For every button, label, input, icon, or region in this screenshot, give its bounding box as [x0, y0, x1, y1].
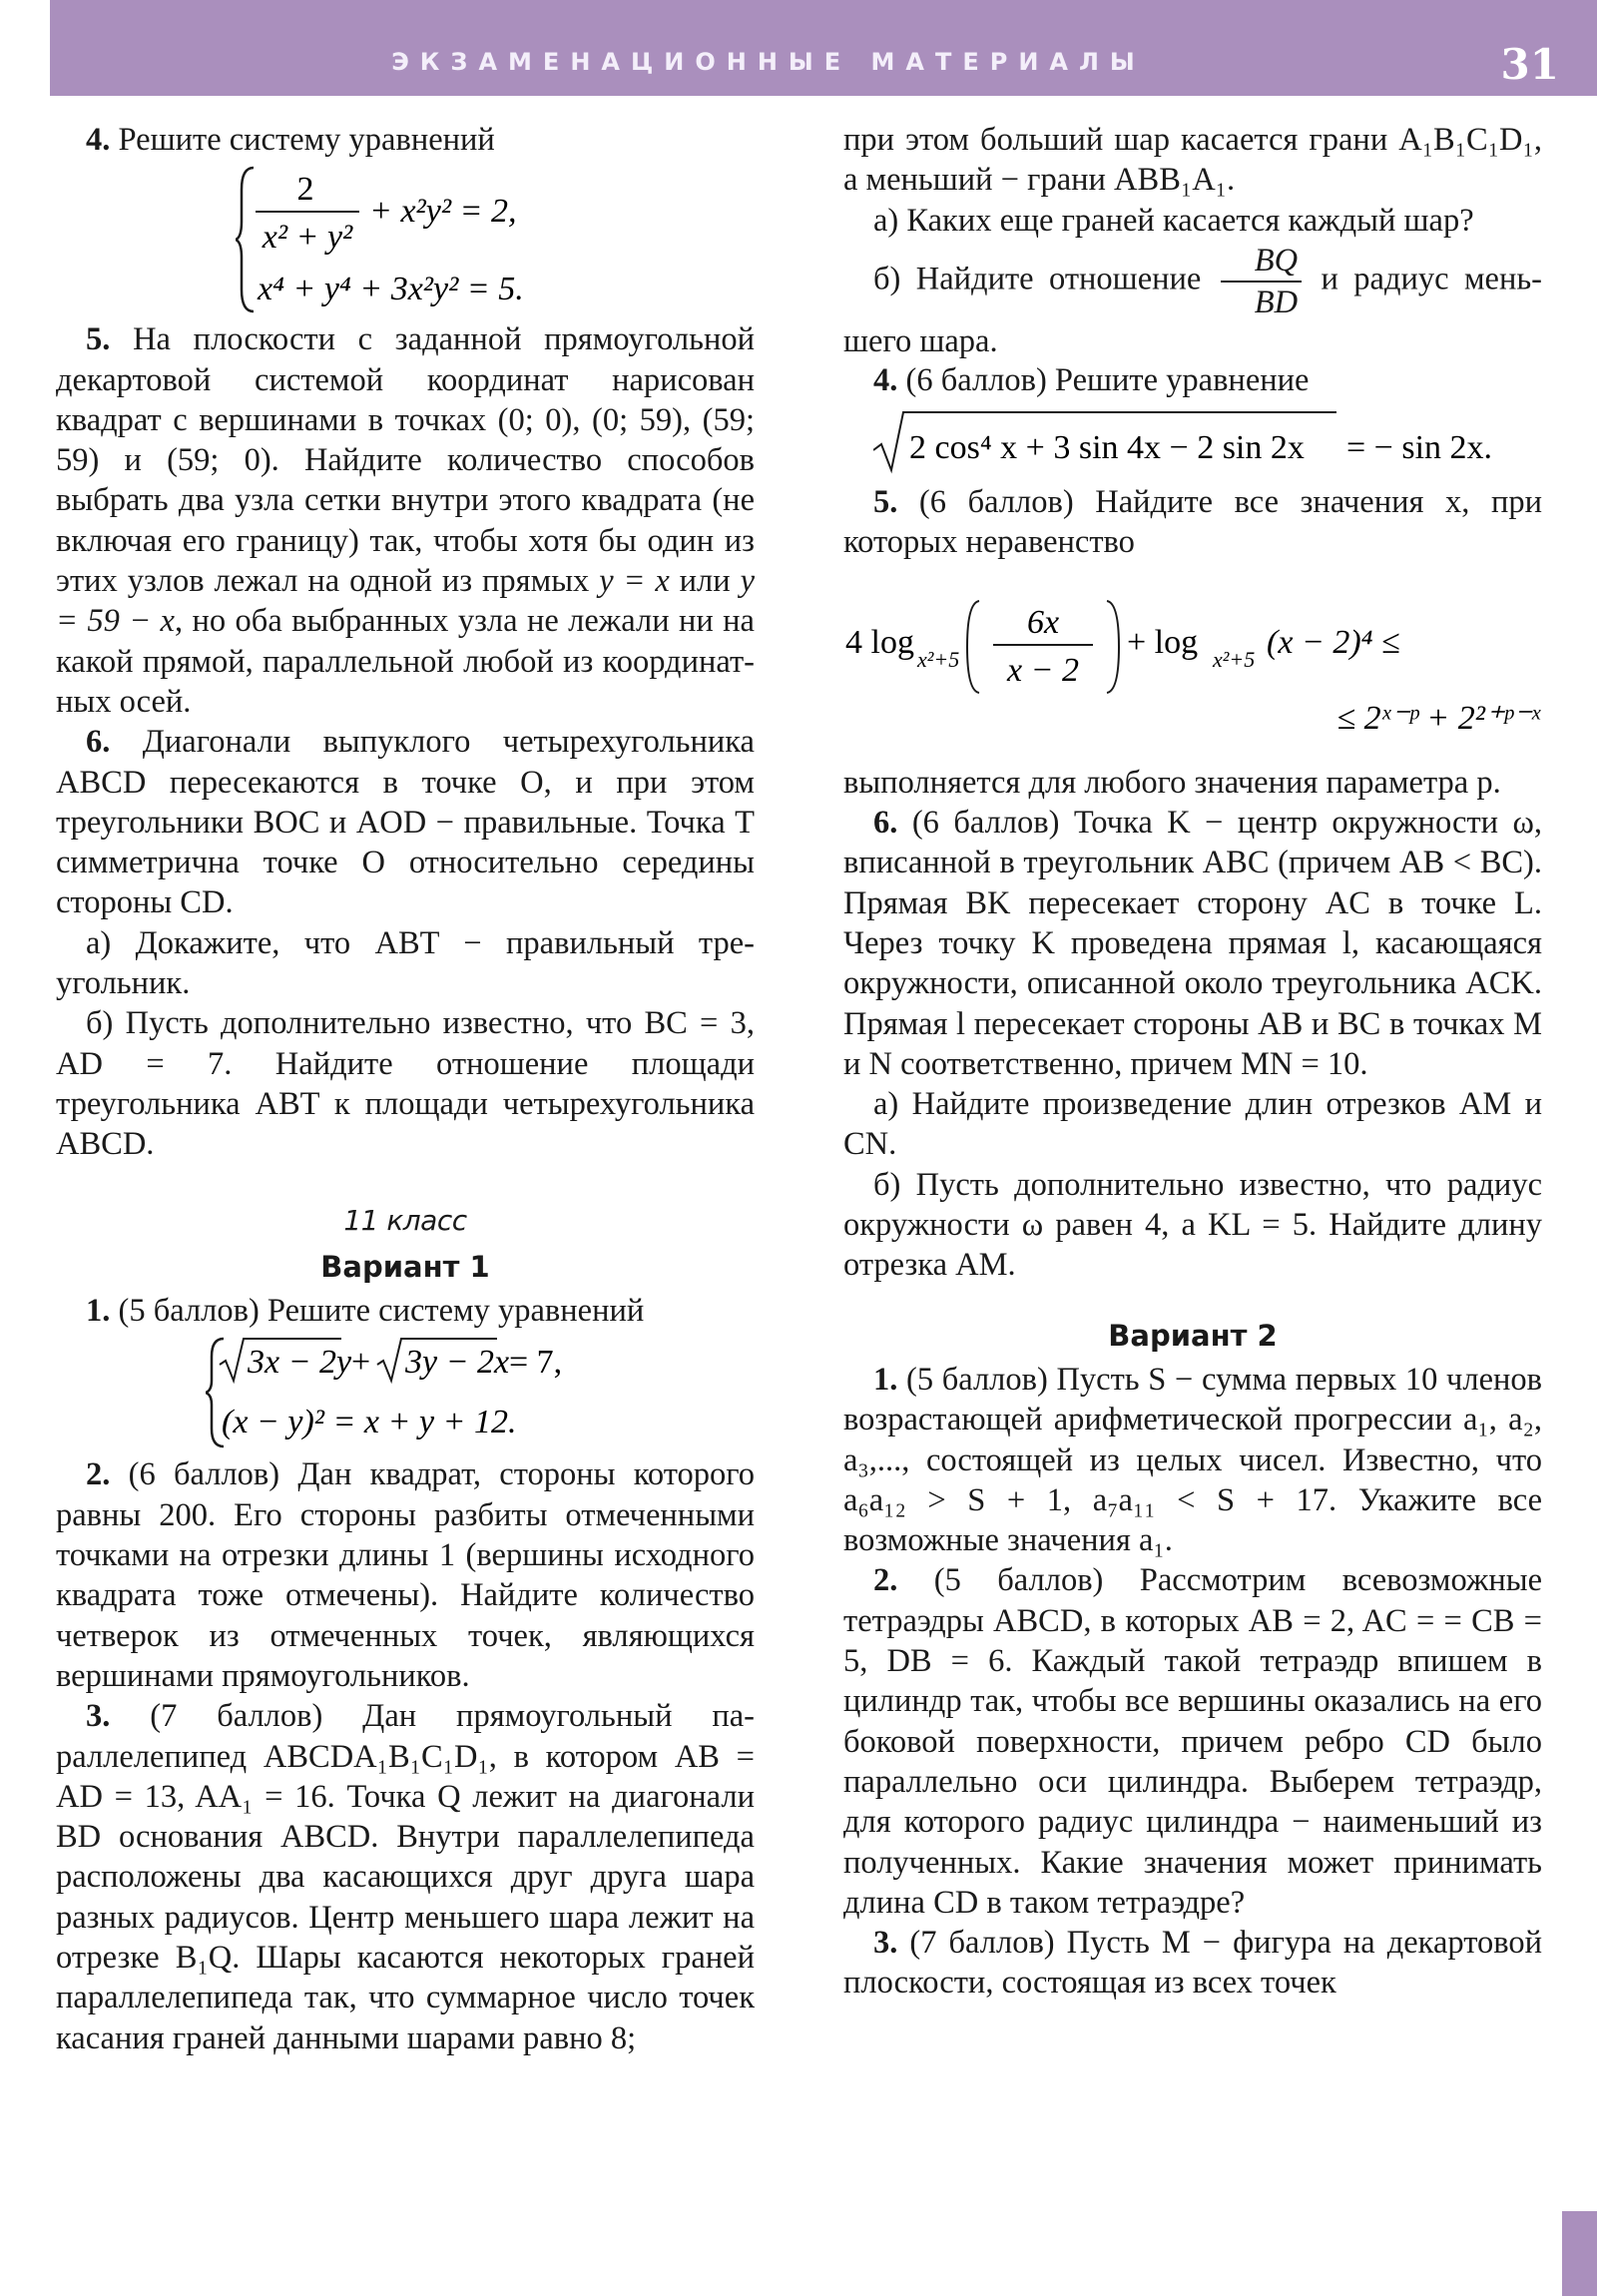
sys2-root-b: 3y − 2x — [405, 1344, 510, 1382]
v2-problem-3: 3. (7 баллов) Пусть M − фигура на декартовой плоскости, состоящая из всех точек — [843, 1925, 1542, 2002]
system-1-svg — [236, 160, 655, 319]
page-number: 31 — [1500, 40, 1559, 89]
sys1-line2: x⁴ + y⁴ + 3x²y² = 5. — [258, 271, 524, 308]
problem-6b: б) Пусть дополнительно известно, что BC = 3, AD = 7. Найдите отношение площади треугольника ABT к площади четырехугольника ABCD. — [56, 1005, 755, 1163]
variant-1-heading: Вариант 1 — [320, 1249, 490, 1284]
v1-problem-1: 1. (5 баллов) Решите систему уравнений — [86, 1293, 645, 1330]
sys1-frac-num: 2 — [296, 171, 314, 209]
problem-4: 4. Решите систему уравнений — [86, 122, 495, 158]
system-formula-2 — [56, 1331, 755, 1454]
system-formula-1 — [56, 160, 755, 319]
problem-6: 6. Диагонали выпуклого четырехугольника ABCD пересекаются в точке O, и при этом треугольники BOC и AOD − правильные. Точка T симметрична точке O относительно середины стороны CD. — [56, 724, 755, 921]
ineq-line2: ≤ 2ˣ⁻ᵖ + 2²⁺ᵖ⁻ˣ — [1336, 699, 1540, 737]
equation-4-svg — [873, 400, 1542, 482]
problem-6a: а) Докажите, что ABT − правильный треугольник. — [56, 924, 755, 1002]
ineq-frac-den: x − 2 — [1006, 651, 1080, 689]
v2-problem-2: 2. (5 баллов) Рассмотрим всевозможные тетраэдры ABCD, в которых AB = 2, AC = = CB = 5, DB = 6. Каждый такой тетраэдр впишем в цилиндр так, чтобы все вершины оказались на его боковой поверхности, причем ребро CD было параллельно оси цилиндра. Выберем тетраэдр, для которого радиус цилиндра − наименьший из полученных. Какие значения может принимать длина CD в таком тетраэдре? — [843, 1562, 1542, 1921]
v1-problem-4: 4. (6 баллов) Решите уравнение — [873, 361, 1310, 398]
corner-decoration — [1562, 2211, 1597, 2296]
v1-problem-3: 3. (7 баллов) Дан прямоугольный параллелепипед ABCDA₁B₁C₁D₁, в котором AB = AD = 13, AA₁ = 16. Точка Q лежит на диагонали BD основания ABCD. Внутри параллелепипеда расположены два касающихся друг друга шара разных радиусов. Центр меньшего шара лежит на отрезке B₁Q. Шары касаются некоторых граней параллелепипеда так, что суммарное число точек касания граней данными шарами равно 8; — [56, 1698, 755, 2056]
equation-4 — [843, 400, 1542, 482]
v1-problem-6b: б) Пусть дополнительно известно, что радиус окружности ω равен 4, а KL = 5. Найдите длину отрезка AM. — [843, 1166, 1542, 1284]
right-column — [843, 120, 1542, 2004]
sys1-frac-den: x² + y² — [262, 219, 353, 257]
grade-heading: 11 класс — [343, 1203, 467, 1237]
running-title: ЭКЗАМЕНАЦИОННЫЕ МАТЕРИАЛЫ — [391, 48, 1146, 76]
sys2-line1-rest: = 7, — [509, 1344, 563, 1382]
v1-problem-3-continued: при этом больший шар касается грани A₁B₁C₁D₁, а меньший − грани ABB₁A₁. — [843, 122, 1542, 199]
ineq-plus-log: + log — [1127, 623, 1199, 661]
v2-problem-1: 1. (5 баллов) Пусть S − сумма первых 10 членов возрастающей арифметической прогрессии a₁, a₂, a₃,..., состоящей из целых чисел. Известно, что a₆a₁₂ > S + 1, a₇a₁₁ < S + 17. Укажите все возможные значения a₁. — [843, 1361, 1542, 1559]
v1-problem-5: 5. (6 баллов) Найдите все значения x, при которых неравенство — [843, 484, 1542, 561]
page-header — [50, 0, 1597, 96]
ratio-fraction: $\frac{BQ}{BD}$ — [1221, 241, 1302, 322]
v1-problem-2: 2. (6 баллов) Дан квадрат, стороны которого равны 200. Его стороны разбиты отмеченными точками на отрезки длины 1 (вершины исходного квадрата тоже отмечены). Найдите количество четверок из отмеченных точек, являющихся вершинами прямоугольников. — [56, 1456, 755, 1694]
ineq-4log: 4 log — [845, 623, 914, 661]
inequality-5-svg — [843, 563, 1542, 763]
ineq-frac-num: 6x — [1026, 603, 1060, 641]
inequality-5 — [843, 563, 1542, 763]
system-2-svg — [206, 1331, 665, 1454]
svg-text:+: + — [351, 1344, 371, 1382]
variant-2-heading: Вариант 2 — [1108, 1318, 1278, 1353]
eq4-rest: = − sin 2x. — [1346, 429, 1493, 467]
v1-problem-6a: а) Найдите произведение длин отрезков AM и CN. — [843, 1086, 1542, 1163]
ineq-line1-rest: (x − 2)⁴ ≤ — [1267, 623, 1400, 661]
eq4-radicand: 2 cos⁴ x + 3 sin 4x − 2 sin 2x — [909, 429, 1305, 467]
sys1-line1: + x²y² = 2, — [369, 193, 517, 231]
v1-problem-6: 6. (6 баллов) Точка K − центр окружности ω, вписанной в треугольник ABC (причем AB < BC). Прямая BK пересекает сторону AC в точке L. Через точку K проведена прямая l, касающаяся окружности, описанной около треугольника ACK. Прямая l пересекает стороны AB и BC в точках M и N соответственно, причем MN = 10. — [843, 805, 1542, 1082]
v1-problem-3a: а) Каких еще граней касается каждый шар? — [873, 202, 1474, 239]
v1-problem-3b: б) Найдите отношение $\frac{BQ}{BD}$ и радиус меньшего шара. — [843, 242, 1542, 359]
ineq-base-2: x²+5 — [1213, 646, 1256, 672]
left-column — [56, 120, 755, 2058]
ineq-base-1: x²+5 — [917, 646, 960, 672]
problem-5: 5. На плоскости с заданной прямоугольной декартовой системой координат нарисован квадрат с вершинами в точках (0; 0), (0; 59), (59; 59) и (59; 0). Найдите количество способов выбрать два узла сетки внутри этого квадрата (не включая его границу) так, чтобы хотя бы один из этих узлов лежал на одной из прямых y = x или y = 59 − x, но оба выбранных узла не лежали ни на какой прямой, параллельной любой из координатных осей. — [56, 321, 755, 720]
sys2-root-a: 3x − 2y — [248, 1344, 352, 1382]
v1-problem-5-after: выполняется для любого значения параметра p. — [843, 764, 1501, 801]
sys2-line2: (x − y)² = x + y + 12. — [222, 1404, 517, 1441]
